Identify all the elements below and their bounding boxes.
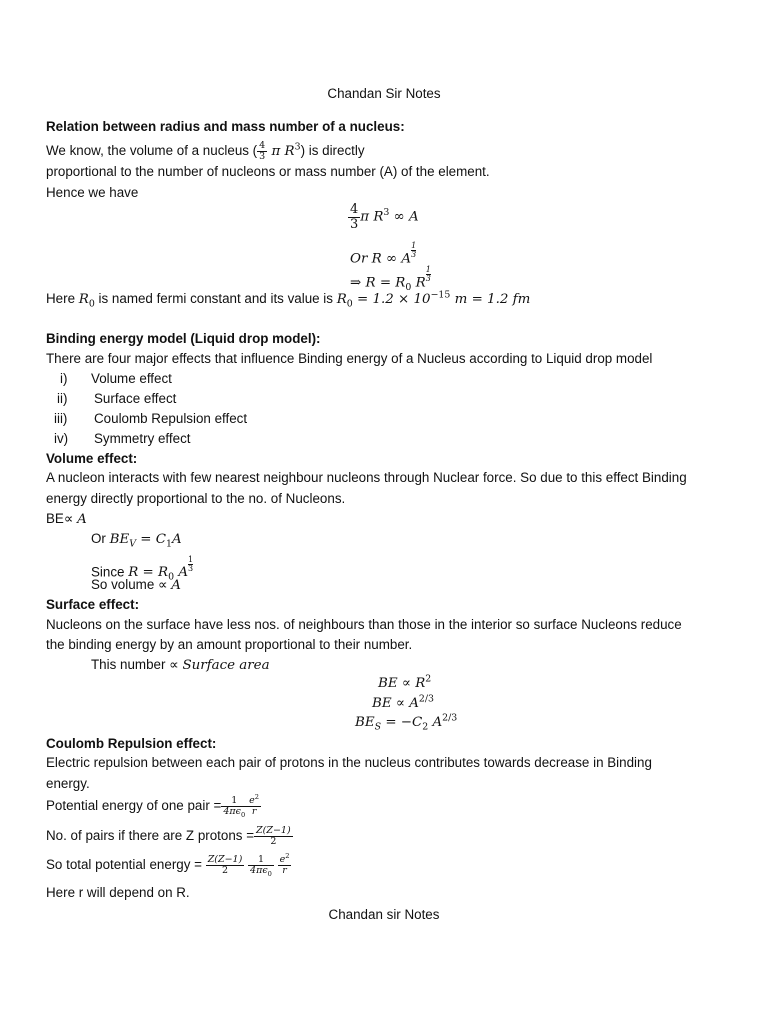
equation-be-r2: BE ∝ $R^2$: [378, 673, 432, 691]
e2-over-r-fraction: $\frac{e^2}{r}$: [279, 851, 290, 876]
e2-over-r-fraction: $\frac{e^2}{r}$: [249, 792, 260, 817]
pairs-fraction: $\frac{Z(Z-1)}{2}$: [207, 854, 243, 876]
volume-text-line-2: energy directly proportional to the no. of Nucleons.: [46, 491, 346, 506]
coulomb-text-line-2: energy.: [46, 776, 90, 791]
list-item-label: Volume effect: [91, 371, 172, 386]
one-third-exponent: $\frac{1}{3}$: [188, 555, 194, 573]
section-heading-coulomb: Coulomb Repulsion effect:: [46, 736, 217, 751]
four-thirds-fraction: $\frac{4}{3}$: [259, 140, 266, 162]
page-header: Chandan Sir Notes: [327, 86, 441, 101]
four-thirds-fraction: $\frac{4}{3}$: [350, 202, 359, 232]
volume-text-line-1: A nucleon interacts with few nearest neighbour nucleons through Nuclear force. So due to this effect Binding: [46, 470, 687, 485]
list-item-label: Coulomb Repulsion effect: [94, 411, 248, 426]
coulomb-constant-fraction: $\frac{1}{4\pi\epsilon_0}$: [223, 795, 246, 819]
potential-energy-pair: Potential energy of one pair = $\frac{1}{4\pi\epsilon_0}$ $\frac{e^2}{r}$: [46, 792, 260, 819]
total-potential-energy: So total potential energy = $\frac{Z(Z-1)}{2}$ $\frac{1}{4\pi\epsilon_0}$ $\frac{e^2}{r}$: [46, 851, 290, 878]
surface-text-line-1: Nucleons on the surface have less nos. of neighbours than those in the interior so surface Nucleons reduce: [46, 617, 682, 632]
section-heading-volume: Volume effect:: [46, 451, 138, 466]
equation-be-volume: Or $BE_V = C_1A$: [91, 531, 182, 550]
list-item-label: Surface effect: [94, 391, 177, 406]
section-heading-surface: Surface effect:: [46, 597, 140, 612]
list-item-label: Symmetry effect: [94, 431, 191, 446]
surface-text-line-2: the binding energy by an amount proportional to their number.: [46, 637, 413, 652]
section-heading-liquid-drop: Binding energy model (Liquid drop model):: [46, 331, 321, 346]
equation-volume-proportional: $\frac{4}{3}$ π $R^3$ ∞ A: [350, 202, 419, 232]
section-heading-radius: Relation between radius and mass number of a nucleus:: [46, 119, 405, 134]
so-volume-line: So volume ∝ A: [91, 577, 181, 593]
hence-sentence: Hence we have: [46, 185, 139, 200]
be-proportional: BE∝ A: [46, 511, 87, 527]
list-item: i): [60, 371, 68, 386]
list-item: iii): [54, 411, 68, 426]
here-r-line: Here r will depend on R.: [46, 885, 190, 900]
fermi-constant-sentence: Here $R_0$ is named fermi constant and its value is $R_0 = 1.2 \times 10^{-15}$ m = 1.2 fm: [46, 289, 531, 310]
page-footer: Chandan sir Notes: [328, 907, 440, 922]
one-third-exponent: $\frac{1}{3}$: [411, 241, 417, 259]
list-item: iv): [54, 431, 69, 446]
equation-radius-proportional: Or R ∞ A $\frac{1}{3}$: [350, 241, 417, 267]
equation-since-radius: Since $R = R_0$ A $\frac{1}{3}$: [91, 555, 194, 584]
liquid-drop-intro: There are four major effects that influence Binding energy of a Nucleus according to Liquid drop model: [46, 351, 653, 366]
this-number-line: This number ∝ Surface area: [91, 657, 270, 673]
volume-sentence: We know, the volume of a nucleus ( $\frac{4}{3}$ π $R^3$) is directly: [46, 140, 365, 162]
equation-be-surface: $BE_S = -C_2$ $A^{2/3}$: [355, 712, 458, 733]
equation-be-a23: BE ∝ $A^{2/3}$: [372, 693, 434, 711]
number-of-pairs: No. of pairs if there are Z protons = $\frac{Z(Z-1)}{2}$: [46, 825, 291, 847]
coulomb-constant-fraction: $\frac{1}{4\pi\epsilon_0}$: [250, 854, 272, 878]
one-third-exponent: $\frac{1}{3}$: [425, 265, 431, 283]
pairs-fraction: $\frac{Z(Z-1)}{2}$: [256, 825, 291, 847]
proportional-sentence: proportional to the number of nucleons or mass number (A) of the element.: [46, 164, 490, 179]
coulomb-text-line-1: Electric repulsion between each pair of protons in the nucleus contributes towards decrease in Binding: [46, 755, 652, 770]
list-item: ii): [57, 391, 68, 406]
equation-radius-formula: ⇒ $R = R_0$ R $\frac{1}{3}$: [350, 265, 431, 294]
